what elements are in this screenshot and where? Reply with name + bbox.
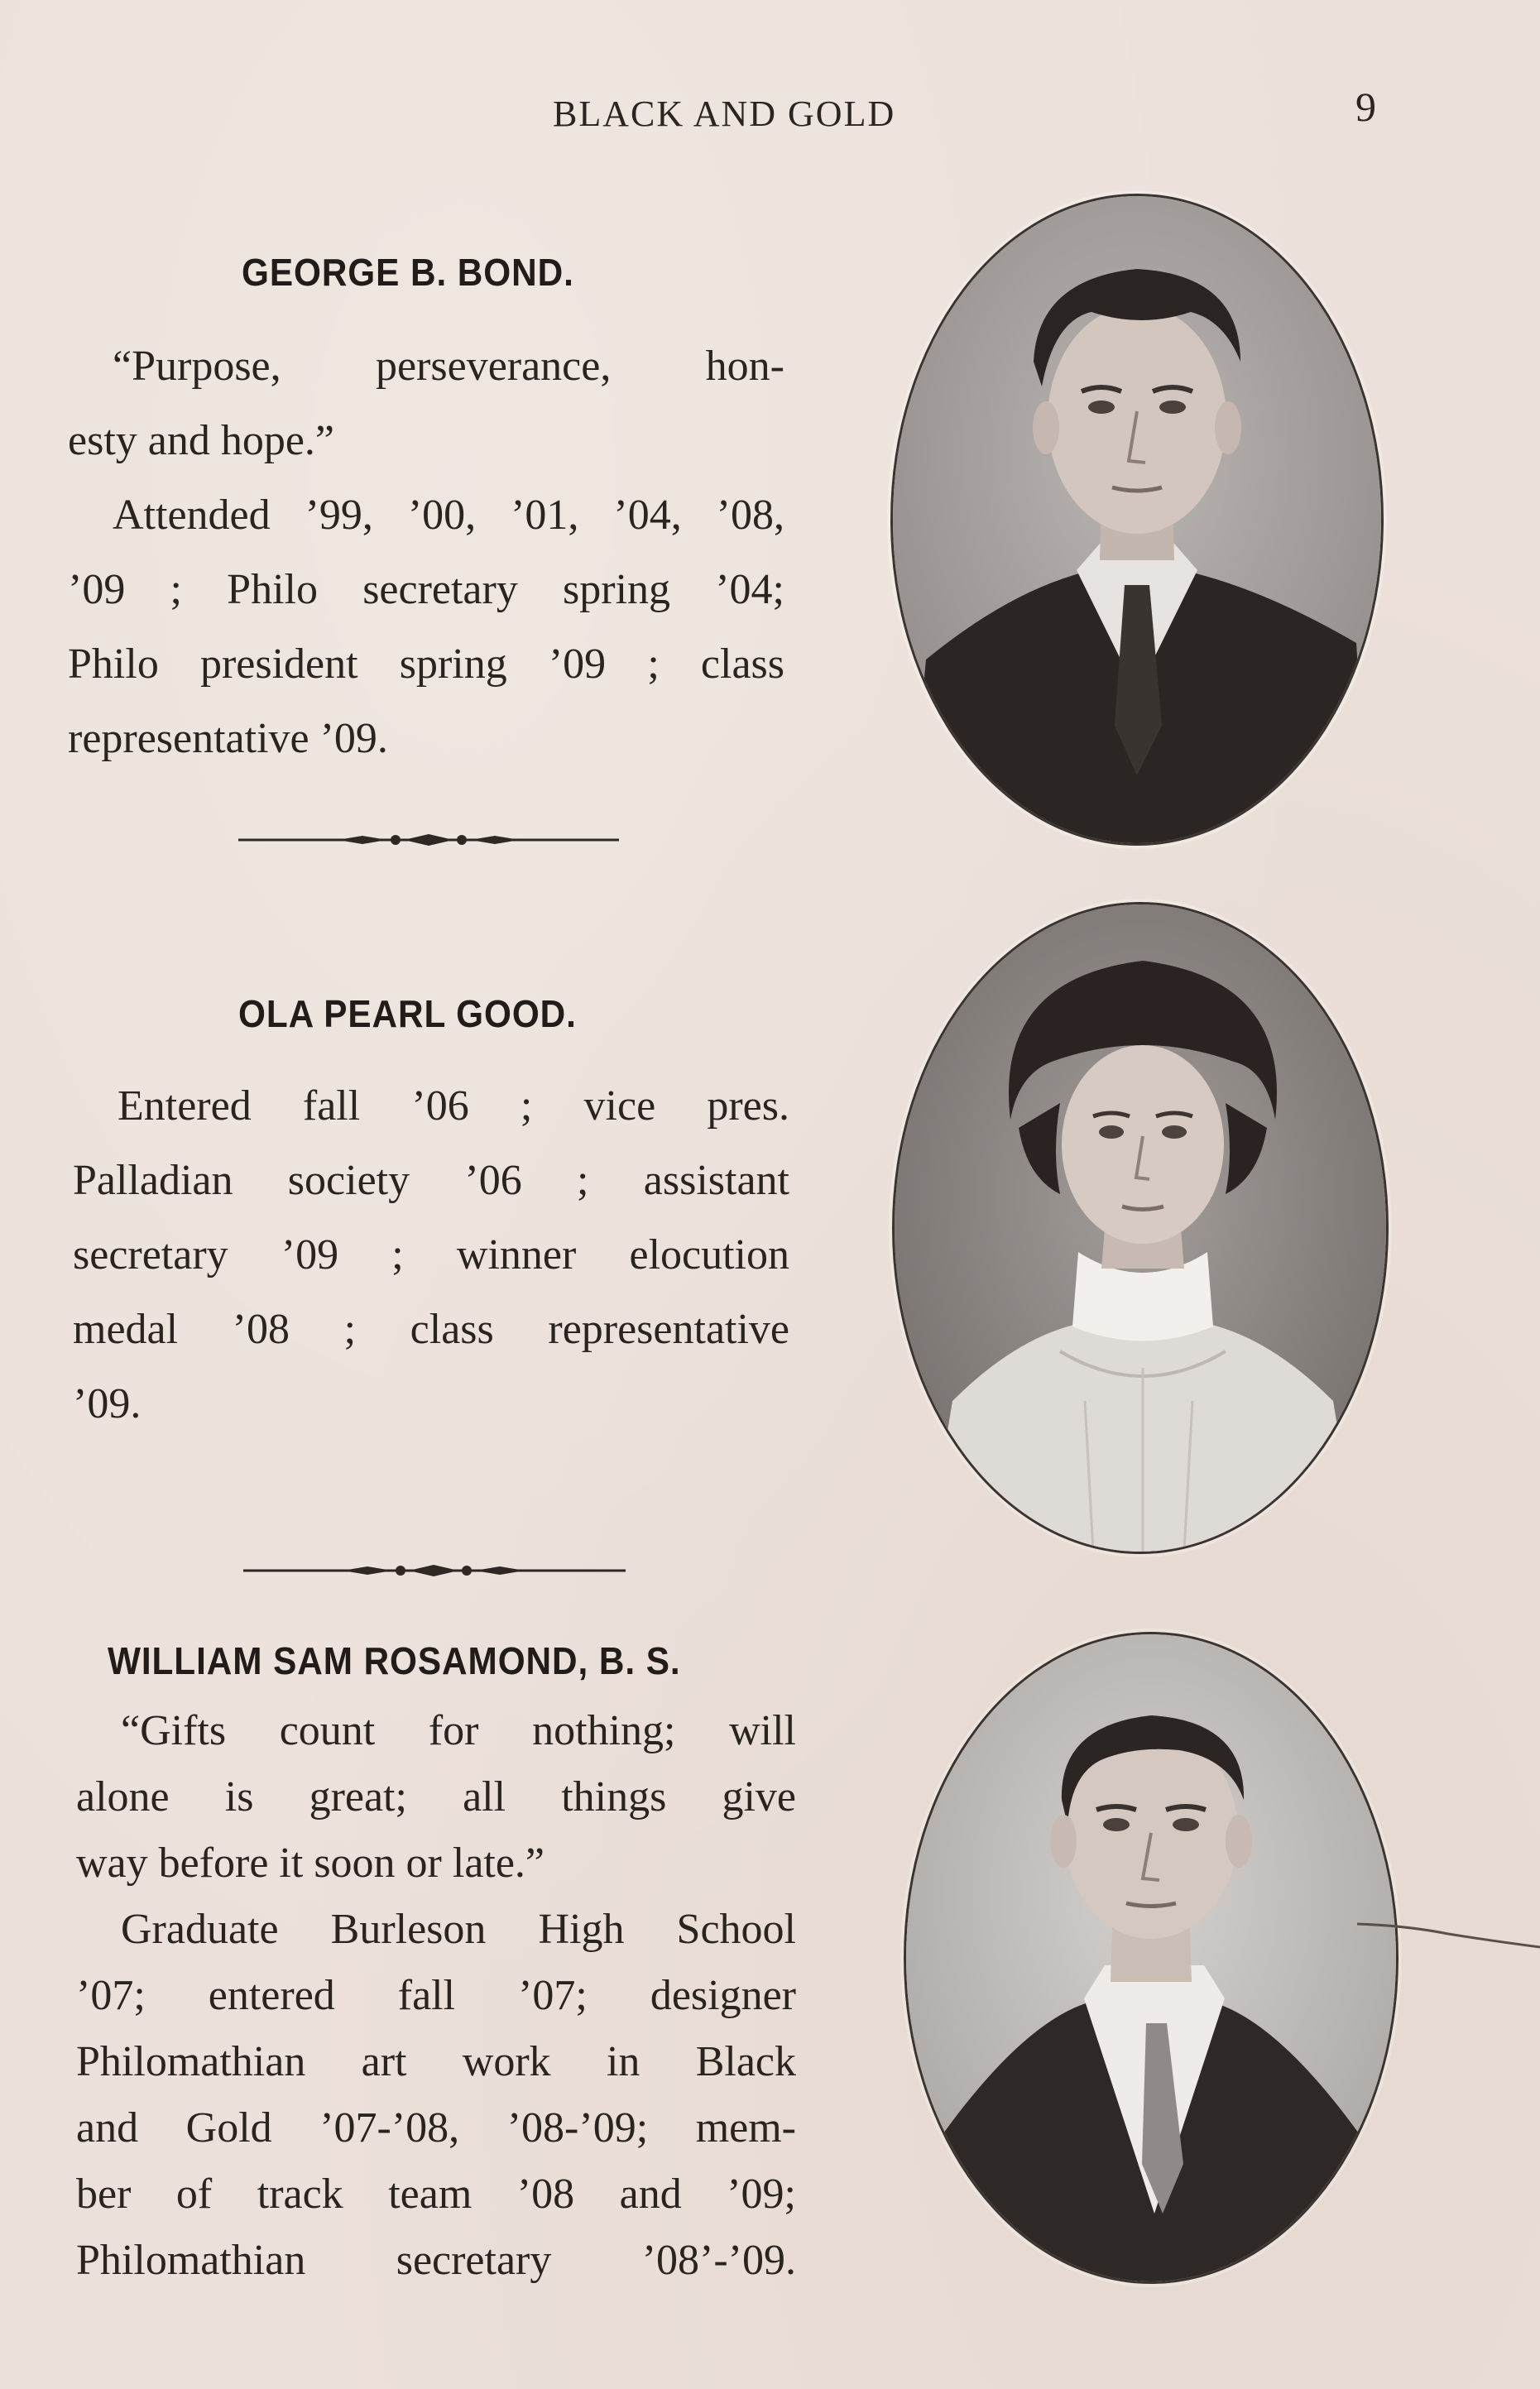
entry-line: ber of track team ’08 and ’09; [76, 2171, 796, 2218]
entry-line: “Gifts count for nothing; will [121, 1707, 796, 1754]
entry-line: medal ’08 ; class representative [73, 1306, 789, 1353]
entry-line: Palladian society ’06 ; assistant [73, 1157, 789, 1204]
entry-line: ’09. [73, 1380, 142, 1427]
entry-line: ’07; entered fall ’07; designer [76, 1972, 796, 2019]
page-number: 9 [1355, 84, 1376, 130]
entry-line: Entered fall ’06 ; vice pres. [118, 1082, 789, 1130]
portrait-william-sam-rosamond [904, 1632, 1398, 2284]
portrait-ola-pearl-good [892, 902, 1389, 1554]
portrait-man-icon [893, 196, 1381, 843]
entry-text-ola-pearl-good [73, 1069, 789, 1442]
entry-name-william-sam-rosamond: WILLIAM SAM ROSAMOND, B. S. [108, 1639, 681, 1682]
entry-line: alone is great; all things give [76, 1773, 796, 1821]
entry-line: and Gold ’07-’08, ’08-’09; mem- [76, 2104, 796, 2152]
entry-line: Philomathian art work in Black [76, 2038, 796, 2085]
entry-text-george-bond [68, 329, 784, 776]
entry-line: representative ’09. [68, 715, 388, 762]
entry-name-george-bond: GEORGE B. BOND. [242, 251, 574, 294]
portrait-woman-icon [895, 904, 1386, 1552]
paper-tear [1357, 1916, 1540, 1965]
entry-line: way before it soon or late.” [76, 1840, 545, 1887]
entry-line: Philomathian secretary ’08’-’09. [76, 2237, 796, 2284]
ornament-divider [238, 828, 619, 852]
entry-name-ola-pearl-good: OLA PEARL GOOD. [238, 992, 577, 1035]
entry-line: Attended ’99, ’00, ’01, ’04, ’08, [113, 492, 784, 539]
entry-line: Philo president spring ’09 ; class [68, 640, 784, 688]
running-title: BLACK AND GOLD [553, 94, 896, 134]
ornament-divider [243, 1558, 626, 1583]
entry-line: Graduate Burleson High School [121, 1906, 796, 1953]
entry-line: ’09 ; Philo secretary spring ’04; [68, 566, 784, 613]
entry-line: secretary ’09 ; winner elocution [73, 1231, 789, 1278]
entry-text-william-sam-rosamond [76, 1698, 796, 2294]
portrait-man-icon [906, 1634, 1396, 2281]
entry-line: “Purpose, perseverance, hon- [113, 343, 784, 390]
portrait-george-bond [890, 194, 1384, 846]
entry-line: esty and hope.” [68, 417, 335, 464]
